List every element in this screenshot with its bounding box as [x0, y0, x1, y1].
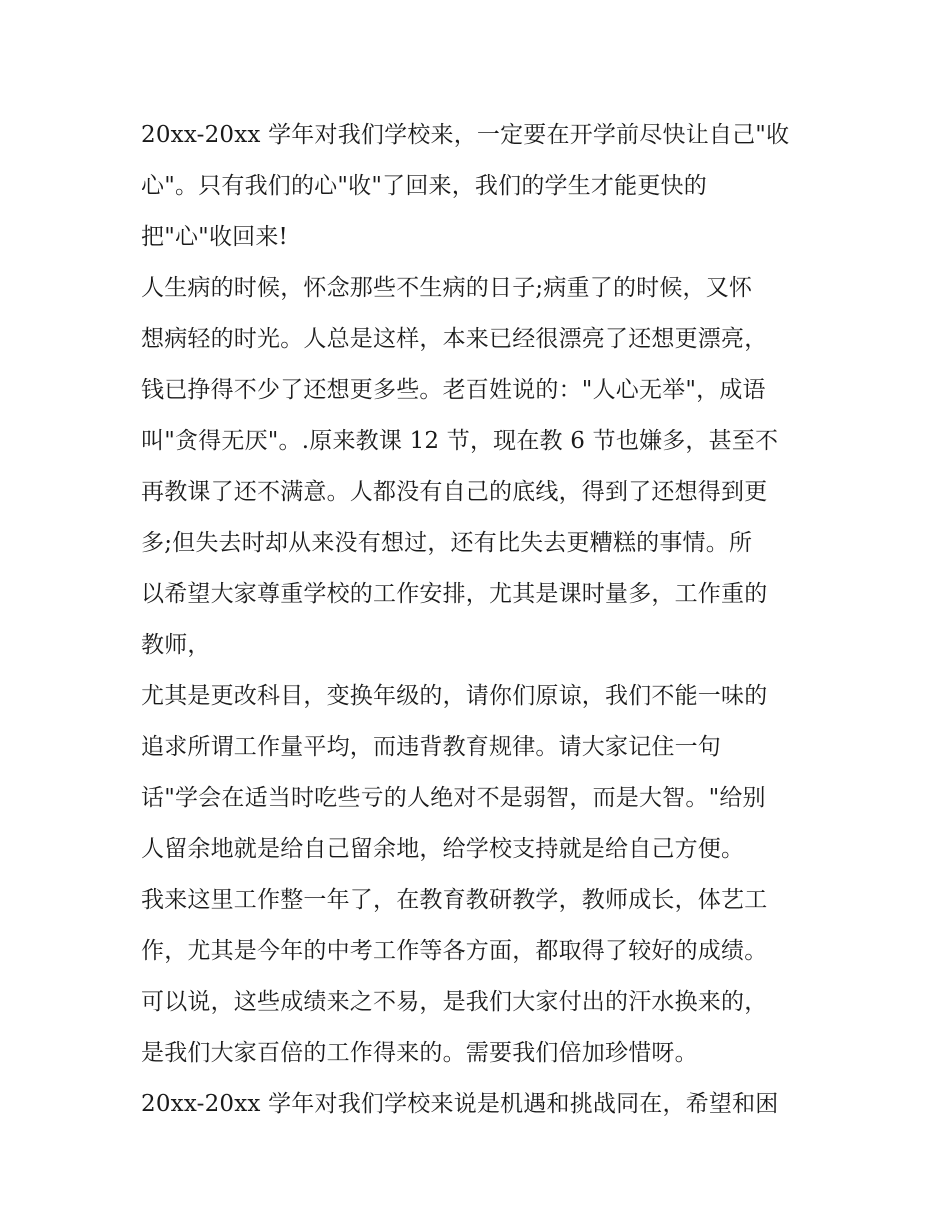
text-line: 心"。只有我们的心"收"了回来，我们的学生才能更快的	[141, 173, 707, 199]
text-line: 教师，	[141, 632, 211, 658]
text-line: 钱已挣得不少了还想更多些。老百姓说的："人心无举"，成语	[141, 377, 766, 403]
text-line: 尤其是更改科目，变换年级的，请你们原谅，我们不能一味的	[141, 683, 768, 709]
text-line: 把"心"收回来!	[141, 224, 289, 250]
text-line: 可以说，这些成绩来之不易，是我们大家付出的汗水换来的，	[141, 989, 768, 1015]
text-line: 人留余地就是给自己留余地，给学校支持就是给自己方便。	[141, 836, 745, 862]
text-line: 再教课了还不满意。人都没有自己的底线，得到了还想得到更	[141, 479, 768, 505]
text-line: 作，尤其是今年的中考工作等各方面，都取得了较好的成绩。	[141, 938, 768, 964]
text-line: 追求所谓工作量平均，而违背教育规律。请大家记住一句	[141, 734, 721, 760]
text-line: 人生病的时候，怀念那些不生病的日子;病重了的时候，又怀	[141, 275, 753, 301]
text-line: 20xx-20xx 学年对我们学校来说是机遇和挑战同在，希望和困	[141, 1091, 779, 1117]
document-body	[141, 110, 821, 1130]
text-line: 我来这里工作整一年了，在教育教研教学，教师成长，体艺工	[141, 887, 768, 913]
text-line: 多;但失去时却从来没有想过，还有比失去更糟糕的事情。所	[141, 530, 753, 556]
text-line: 叫"贪得无厌"。.原来教课 12 节，现在教 6 节也嫌多，甚至不	[141, 428, 779, 454]
text-line: 话"学会在适当时吃些亏的人绝对不是弱智，而是大智。"给别	[141, 785, 766, 811]
text-line: 是我们大家百倍的工作得来的。需要我们倍加珍惜呀。	[141, 1040, 698, 1066]
text-line: 20xx-20xx 学年对我们学校来，一定要在开学前尽快让自己"收	[141, 122, 790, 148]
text-line: 以希望大家尊重学校的工作安排，尤其是课时量多，工作重的	[141, 581, 768, 607]
text-line: 想病轻的时光。人总是这样，本来已经很漂亮了还想更漂亮，	[141, 326, 768, 352]
